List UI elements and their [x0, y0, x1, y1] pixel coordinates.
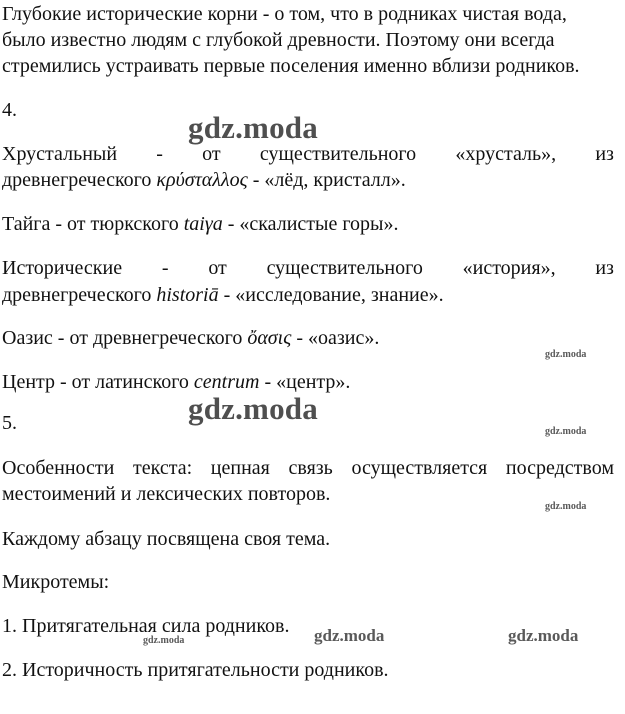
- word: -: [156, 143, 163, 165]
- paragraph-theme: Каждому абзацу посвящена своя тема.: [2, 528, 331, 550]
- entry-historical-line1: [2, 256, 614, 280]
- features-line1: [2, 456, 614, 480]
- microtheme-item: 2. Историчность притягательности родников.: [2, 659, 389, 681]
- entry-crystal-line1: [2, 142, 614, 166]
- watermark-medium: gdz.moda: [508, 626, 579, 645]
- etymon-italic: κρύσταλλος: [156, 169, 248, 191]
- watermark-logo: gdz.moda: [188, 391, 318, 426]
- word: осуществляется: [351, 457, 488, 479]
- word: существительного: [266, 257, 423, 279]
- word: посредством: [505, 457, 614, 479]
- entry-text: - «центр».: [259, 371, 351, 393]
- entry-crystal-line2: [2, 168, 614, 192]
- entry-text: - «скалистые горы».: [222, 213, 399, 235]
- watermark-medium: gdz.moda: [314, 626, 385, 645]
- entry-text: - «оазис».: [291, 327, 380, 349]
- word: текста:: [133, 457, 193, 479]
- word: «хрусталь»,: [455, 143, 557, 165]
- paragraph-line: Глубокие исторические корни - о том, что в родниках чистая вода,: [2, 3, 567, 25]
- microtheme-item: 1. Притягательная сила родников.: [2, 615, 290, 637]
- watermark-small: gdz.moda: [143, 635, 185, 646]
- etymon-italic: historiā: [156, 284, 219, 306]
- word: от: [202, 143, 221, 165]
- word: Хрустальный: [2, 143, 118, 165]
- paragraph-line: было известно людям с глубокой древности. Поэтому они всегда: [2, 29, 555, 51]
- entry-text: Центр - от латинского: [2, 371, 194, 393]
- watermark-small: gdz.moda: [545, 349, 587, 360]
- entry-oasis: [2, 326, 614, 350]
- entry-text: древнегреческого: [2, 169, 157, 191]
- entry-text: Тайга - от тюркского: [2, 213, 184, 235]
- word: из: [595, 143, 614, 165]
- word: от: [208, 257, 227, 279]
- entry-text: - «исследование, знание».: [218, 284, 444, 306]
- entry-taiga: [2, 212, 614, 236]
- watermark-small: gdz.moda: [545, 501, 587, 512]
- watermark-logo: gdz.moda: [188, 110, 318, 145]
- word: цепная: [210, 457, 270, 479]
- word: существительного: [259, 143, 417, 165]
- word: из: [595, 257, 614, 279]
- word: «история»,: [462, 257, 556, 279]
- etymon-italic: ὄασις: [247, 327, 292, 349]
- entry-text: древнегреческого: [2, 284, 157, 306]
- etymon-italic: centrum: [193, 371, 260, 393]
- features-line2: местоимений и лексических повторов.: [2, 483, 331, 505]
- entry-historical-line2: [2, 283, 614, 307]
- etymon-italic: taiγa: [183, 213, 223, 235]
- entry-text: - «лёд, кристалл».: [247, 169, 406, 191]
- paragraph-line: стремились устраивать первые поселения именно вблизи родников.: [2, 55, 580, 77]
- word: Исторические: [2, 257, 123, 279]
- word: -: [161, 257, 169, 279]
- watermark-small: gdz.moda: [545, 426, 587, 437]
- section-number: 4.: [2, 99, 17, 121]
- word: связь: [288, 457, 333, 479]
- microthemes-label: Микротемы:: [2, 571, 110, 593]
- section-number: 5.: [2, 412, 17, 434]
- entry-text: Оазис - от древнегреческого: [2, 327, 248, 349]
- word: Особенности: [2, 457, 115, 479]
